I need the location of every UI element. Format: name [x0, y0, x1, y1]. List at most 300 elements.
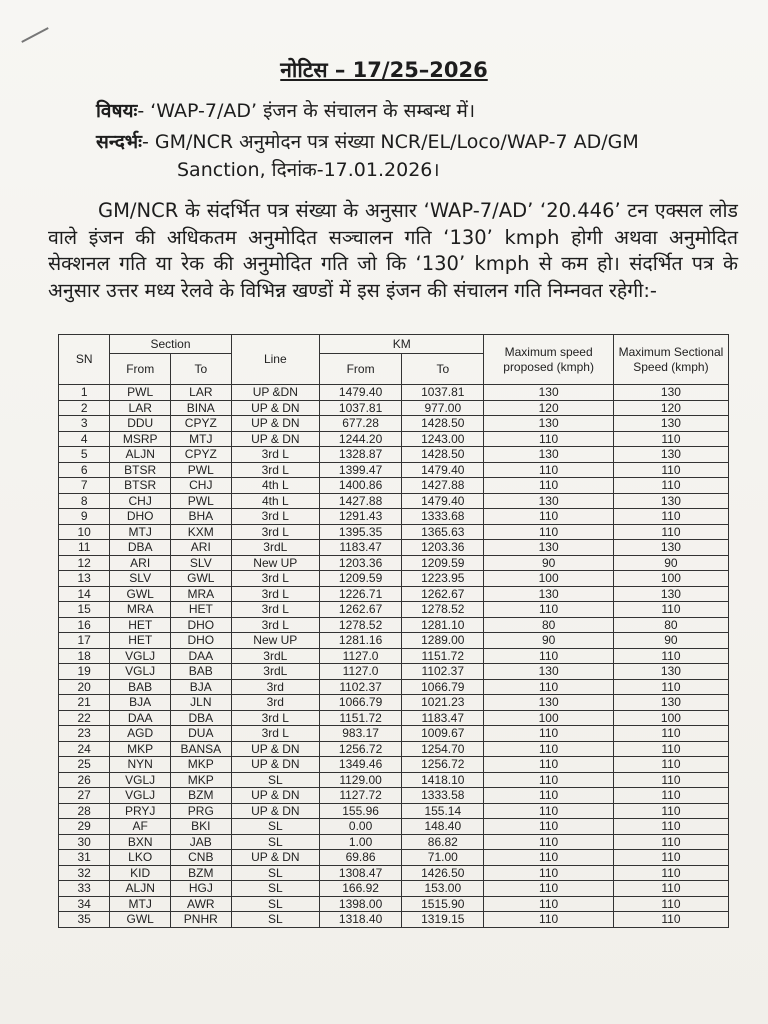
cell-line: 3rd L	[231, 602, 319, 618]
cell-max-sectional: 110	[613, 850, 728, 866]
cell-km-to: 1479.40	[402, 493, 484, 509]
table-row	[59, 648, 729, 664]
cell-max-sectional: 130	[613, 664, 728, 680]
cell-section-to: DUA	[171, 726, 232, 742]
cell-section-from: PWL	[110, 385, 171, 401]
table-row	[59, 509, 729, 525]
table-row	[59, 602, 729, 618]
cell-km-from: 983.17	[319, 726, 401, 742]
cell-km-from: 1400.86	[319, 478, 401, 494]
cell-max-speed: 110	[484, 803, 613, 819]
cell-line: UP & DN	[231, 850, 319, 866]
table-row	[59, 741, 729, 757]
cell-max-sectional: 130	[613, 540, 728, 556]
cell-section-to: CPYZ	[171, 447, 232, 463]
table-row	[59, 416, 729, 432]
cell-sn: 13	[59, 571, 110, 587]
cell-sn: 15	[59, 602, 110, 618]
table-row	[59, 850, 729, 866]
cell-sn: 24	[59, 741, 110, 757]
cell-max-sectional: 130	[613, 385, 728, 401]
cell-km-from: 1127.0	[319, 648, 401, 664]
header-section-to: To	[171, 354, 232, 385]
cell-line: New UP	[231, 555, 319, 571]
table-row	[59, 803, 729, 819]
cell-section-to: JLN	[171, 695, 232, 711]
cell-section-to: BINA	[171, 400, 232, 416]
cell-section-from: CHJ	[110, 493, 171, 509]
cell-km-to: 1426.50	[402, 865, 484, 881]
cell-sn: 20	[59, 679, 110, 695]
cell-max-speed: 130	[484, 540, 613, 556]
cell-section-to: MKP	[171, 772, 232, 788]
table-row	[59, 819, 729, 835]
cell-section-from: LKO	[110, 850, 171, 866]
cell-max-speed: 130	[484, 586, 613, 602]
table-row	[59, 555, 729, 571]
cell-section-to: DHO	[171, 617, 232, 633]
cell-km-to: 1515.90	[402, 896, 484, 912]
cell-line: 3rdL	[231, 664, 319, 680]
cell-km-from: 1244.20	[319, 431, 401, 447]
cell-sn: 29	[59, 819, 110, 835]
cell-sn: 27	[59, 788, 110, 804]
cell-max-sectional: 110	[613, 865, 728, 881]
cell-km-from: 677.28	[319, 416, 401, 432]
table-row	[59, 679, 729, 695]
cell-line: SL	[231, 834, 319, 850]
cell-km-from: 1256.72	[319, 741, 401, 757]
cell-section-from: HET	[110, 633, 171, 649]
cell-line: UP & DN	[231, 803, 319, 819]
cell-max-speed: 100	[484, 571, 613, 587]
cell-line: UP & DN	[231, 741, 319, 757]
cell-line: SL	[231, 896, 319, 912]
cell-sn: 22	[59, 710, 110, 726]
cell-line: UP & DN	[231, 431, 319, 447]
cell-km-from: 1151.72	[319, 710, 401, 726]
cell-max-sectional: 110	[613, 524, 728, 540]
cell-max-sectional: 130	[613, 447, 728, 463]
cell-max-speed: 110	[484, 478, 613, 494]
cell-section-from: AF	[110, 819, 171, 835]
cell-km-from: 1127.72	[319, 788, 401, 804]
cell-line: SL	[231, 912, 319, 928]
cell-section-from: BAB	[110, 679, 171, 695]
cell-max-speed: 110	[484, 726, 613, 742]
cell-sn: 31	[59, 850, 110, 866]
cell-km-to: 1223.95	[402, 571, 484, 587]
cell-sn: 1	[59, 385, 110, 401]
cell-km-from: 69.86	[319, 850, 401, 866]
cell-km-to: 153.00	[402, 881, 484, 897]
cell-km-to: 148.40	[402, 819, 484, 835]
cell-km-from: 1183.47	[319, 540, 401, 556]
cell-max-sectional: 110	[613, 788, 728, 804]
cell-max-sectional: 80	[613, 617, 728, 633]
cell-section-from: BTSR	[110, 478, 171, 494]
cell-km-from: 155.96	[319, 803, 401, 819]
cell-line: SL	[231, 772, 319, 788]
cell-section-from: MTJ	[110, 524, 171, 540]
cell-section-from: BTSR	[110, 462, 171, 478]
cell-max-speed: 110	[484, 431, 613, 447]
cell-sn: 34	[59, 896, 110, 912]
cell-section-to: DHO	[171, 633, 232, 649]
reference-line	[96, 128, 736, 156]
cell-sn: 26	[59, 772, 110, 788]
cell-max-sectional: 110	[613, 803, 728, 819]
cell-line: SL	[231, 865, 319, 881]
cell-km-to: 1037.81	[402, 385, 484, 401]
paragraph-text: GM/NCR के संदर्भित पत्र संख्या के अनुसार ‘WAP-7/AD’ ‘20.446’ टन एक्सल लोड वाले इंजन की अधिकतम अनुमोदित सञ्चालन गति ‘130’ kmph होगी अथवा अनुमोदित सेक्शनल गति या रेक की अनुमोदित गति जो कि ‘130’ kmph से कम हो। संदर्भित पत्र के अनुसार उत्तर मध्य रेलवे के विभिन्न खण्डों में इस इंजन की संचालन गति निम्नवत रहेगी:-	[48, 199, 738, 302]
table-row	[59, 664, 729, 680]
cell-line: UP & DN	[231, 757, 319, 773]
cell-section-from: LAR	[110, 400, 171, 416]
cell-max-sectional: 100	[613, 571, 728, 587]
cell-section-from: MTJ	[110, 896, 171, 912]
cell-max-speed: 110	[484, 648, 613, 664]
cell-sn: 10	[59, 524, 110, 540]
cell-km-from: 1328.87	[319, 447, 401, 463]
cell-km-to: 71.00	[402, 850, 484, 866]
cell-sn: 12	[59, 555, 110, 571]
cell-max-sectional: 130	[613, 695, 728, 711]
cell-km-to: 1479.40	[402, 462, 484, 478]
cell-max-speed: 100	[484, 710, 613, 726]
table-row	[59, 493, 729, 509]
cell-sn: 25	[59, 757, 110, 773]
cell-max-speed: 130	[484, 416, 613, 432]
cell-sn: 30	[59, 834, 110, 850]
cell-km-from: 1291.43	[319, 509, 401, 525]
table-row	[59, 788, 729, 804]
cell-sn: 4	[59, 431, 110, 447]
cell-line: 3rdL	[231, 648, 319, 664]
cell-line: 3rd L	[231, 524, 319, 540]
subject-text: - ‘WAP-7/AD’ इंजन के संचालन के सम्बन्ध में।	[137, 100, 476, 122]
cell-max-speed: 110	[484, 896, 613, 912]
cell-line: 3rd L	[231, 462, 319, 478]
cell-max-speed: 110	[484, 819, 613, 835]
cell-km-to: 1428.50	[402, 416, 484, 432]
cell-section-to: DBA	[171, 710, 232, 726]
cell-line: 3rd L	[231, 586, 319, 602]
cell-section-from: AGD	[110, 726, 171, 742]
cell-max-sectional: 110	[613, 741, 728, 757]
cell-section-to: MTJ	[171, 431, 232, 447]
header-km: KM	[319, 335, 483, 354]
table-row	[59, 757, 729, 773]
cell-km-to: 1209.59	[402, 555, 484, 571]
cell-section-to: BZM	[171, 865, 232, 881]
cell-section-to: CPYZ	[171, 416, 232, 432]
cell-sn: 17	[59, 633, 110, 649]
cell-sn: 23	[59, 726, 110, 742]
cell-max-speed: 110	[484, 912, 613, 928]
header-km-from: From	[319, 354, 401, 385]
cell-max-sectional: 100	[613, 710, 728, 726]
cell-max-sectional: 110	[613, 509, 728, 525]
cell-sn: 6	[59, 462, 110, 478]
cell-line: UP & DN	[231, 400, 319, 416]
cell-max-speed: 80	[484, 617, 613, 633]
cell-sn: 8	[59, 493, 110, 509]
header-line: Line	[231, 335, 319, 385]
cell-max-speed: 110	[484, 834, 613, 850]
cell-section-to: KXM	[171, 524, 232, 540]
cell-km-from: 1479.40	[319, 385, 401, 401]
cell-km-to: 1333.68	[402, 509, 484, 525]
notice-title: नोटिस – 17/25–2026	[280, 58, 488, 82]
cell-km-to: 977.00	[402, 400, 484, 416]
cell-section-from: DDU	[110, 416, 171, 432]
cell-sn: 5	[59, 447, 110, 463]
cell-sn: 14	[59, 586, 110, 602]
cell-km-from: 1226.71	[319, 586, 401, 602]
cell-km-from: 1127.0	[319, 664, 401, 680]
cell-max-sectional: 110	[613, 772, 728, 788]
cell-section-from: VGLJ	[110, 648, 171, 664]
cell-km-from: 1308.47	[319, 865, 401, 881]
cell-km-to: 1151.72	[402, 648, 484, 664]
table-row	[59, 710, 729, 726]
cell-max-sectional: 110	[613, 881, 728, 897]
cell-max-sectional: 110	[613, 912, 728, 928]
pen-stroke-mark	[21, 27, 48, 43]
cell-sn: 18	[59, 648, 110, 664]
table-row	[59, 478, 729, 494]
cell-section-to: PWL	[171, 462, 232, 478]
cell-km-from: 1318.40	[319, 912, 401, 928]
cell-km-from: 1203.36	[319, 555, 401, 571]
table-row	[59, 617, 729, 633]
cell-sn: 32	[59, 865, 110, 881]
cell-line: 3rd L	[231, 447, 319, 463]
cell-km-from: 0.00	[319, 819, 401, 835]
cell-km-from: 1037.81	[319, 400, 401, 416]
cell-max-speed: 110	[484, 850, 613, 866]
cell-line: 3rd	[231, 679, 319, 695]
cell-section-from: MSRP	[110, 431, 171, 447]
cell-section-from: MKP	[110, 741, 171, 757]
cell-km-to: 1319.15	[402, 912, 484, 928]
cell-section-to: MKP	[171, 757, 232, 773]
cell-km-to: 1262.67	[402, 586, 484, 602]
reference-text: - GM/NCR अनुमोदन पत्र संख्या NCR/EL/Loco/WAP-7 AD/GM	[142, 131, 639, 153]
cell-section-to: PWL	[171, 493, 232, 509]
cell-max-sectional: 130	[613, 586, 728, 602]
cell-section-to: AWR	[171, 896, 232, 912]
cell-section-from: BJA	[110, 695, 171, 711]
header-section-from: From	[110, 354, 171, 385]
cell-section-to: GWL	[171, 571, 232, 587]
notice-paragraph	[48, 198, 738, 304]
cell-section-to: BAB	[171, 664, 232, 680]
cell-section-to: BANSA	[171, 741, 232, 757]
header-sn: SN	[59, 335, 110, 385]
cell-max-speed: 90	[484, 633, 613, 649]
cell-km-from: 1.00	[319, 834, 401, 850]
cell-sn: 7	[59, 478, 110, 494]
cell-km-to: 86.82	[402, 834, 484, 850]
table-row	[59, 633, 729, 649]
cell-km-to: 1203.36	[402, 540, 484, 556]
cell-section-to: MRA	[171, 586, 232, 602]
cell-max-speed: 130	[484, 385, 613, 401]
cell-section-from: ALJN	[110, 881, 171, 897]
cell-max-sectional: 130	[613, 416, 728, 432]
subject-label: विषयः	[96, 100, 138, 122]
cell-section-to: LAR	[171, 385, 232, 401]
cell-km-to: 1427.88	[402, 478, 484, 494]
cell-max-speed: 110	[484, 881, 613, 897]
cell-km-to: 1254.70	[402, 741, 484, 757]
cell-sn: 3	[59, 416, 110, 432]
cell-km-from: 1427.88	[319, 493, 401, 509]
cell-section-to: ARI	[171, 540, 232, 556]
cell-line: SL	[231, 819, 319, 835]
cell-max-speed: 110	[484, 524, 613, 540]
cell-line: UP & DN	[231, 416, 319, 432]
cell-section-from: HET	[110, 617, 171, 633]
cell-line: 3rd L	[231, 726, 319, 742]
cell-km-to: 1281.10	[402, 617, 484, 633]
cell-section-to: BJA	[171, 679, 232, 695]
cell-section-to: CHJ	[171, 478, 232, 494]
cell-max-sectional: 110	[613, 648, 728, 664]
cell-line: 3rd L	[231, 571, 319, 587]
cell-max-sectional: 90	[613, 555, 728, 571]
cell-section-to: PNHR	[171, 912, 232, 928]
cell-max-sectional: 120	[613, 400, 728, 416]
table-row	[59, 896, 729, 912]
cell-max-sectional: 110	[613, 462, 728, 478]
cell-km-from: 1066.79	[319, 695, 401, 711]
cell-km-to: 1183.47	[402, 710, 484, 726]
cell-section-from: VGLJ	[110, 664, 171, 680]
cell-km-from: 1102.37	[319, 679, 401, 695]
cell-section-from: SLV	[110, 571, 171, 587]
cell-max-sectional: 110	[613, 819, 728, 835]
cell-max-sectional: 90	[613, 633, 728, 649]
cell-section-to: CNB	[171, 850, 232, 866]
table-row	[59, 695, 729, 711]
table-row	[59, 772, 729, 788]
cell-section-from: ARI	[110, 555, 171, 571]
cell-max-sectional: 110	[613, 431, 728, 447]
cell-section-to: JAB	[171, 834, 232, 850]
table-row	[59, 400, 729, 416]
cell-km-from: 166.92	[319, 881, 401, 897]
cell-line: New UP	[231, 633, 319, 649]
table-row	[59, 865, 729, 881]
subject-line	[96, 97, 736, 125]
cell-max-speed: 110	[484, 509, 613, 525]
cell-max-speed: 110	[484, 865, 613, 881]
cell-km-to: 1021.23	[402, 695, 484, 711]
cell-km-to: 155.14	[402, 803, 484, 819]
cell-max-speed: 110	[484, 462, 613, 478]
cell-section-from: KID	[110, 865, 171, 881]
cell-section-from: PRYJ	[110, 803, 171, 819]
cell-sn: 11	[59, 540, 110, 556]
cell-km-from: 1281.16	[319, 633, 401, 649]
table-row	[59, 540, 729, 556]
cell-km-from: 1209.59	[319, 571, 401, 587]
cell-km-to: 1428.50	[402, 447, 484, 463]
table-row	[59, 385, 729, 401]
cell-max-sectional: 110	[613, 679, 728, 695]
cell-max-sectional: 110	[613, 834, 728, 850]
cell-max-speed: 130	[484, 493, 613, 509]
cell-max-speed: 130	[484, 447, 613, 463]
cell-section-to: BZM	[171, 788, 232, 804]
cell-sn: 19	[59, 664, 110, 680]
cell-km-from: 1395.35	[319, 524, 401, 540]
cell-km-from: 1278.52	[319, 617, 401, 633]
cell-section-to: HET	[171, 602, 232, 618]
cell-line: 4th L	[231, 478, 319, 494]
cell-km-to: 1256.72	[402, 757, 484, 773]
cell-section-to: HGJ	[171, 881, 232, 897]
cell-section-from: DAA	[110, 710, 171, 726]
cell-km-from: 1262.67	[319, 602, 401, 618]
cell-section-from: MRA	[110, 602, 171, 618]
cell-sn: 16	[59, 617, 110, 633]
cell-section-to: SLV	[171, 555, 232, 571]
cell-km-from: 1349.46	[319, 757, 401, 773]
cell-line: UP & DN	[231, 788, 319, 804]
cell-section-from: DBA	[110, 540, 171, 556]
cell-line: 4th L	[231, 493, 319, 509]
cell-max-sectional: 110	[613, 478, 728, 494]
cell-max-speed: 90	[484, 555, 613, 571]
cell-max-sectional: 110	[613, 726, 728, 742]
cell-section-from: ALJN	[110, 447, 171, 463]
table-row	[59, 881, 729, 897]
cell-max-sectional: 110	[613, 602, 728, 618]
cell-km-to: 1066.79	[402, 679, 484, 695]
table-body	[59, 385, 729, 928]
cell-max-speed: 110	[484, 757, 613, 773]
table-row	[59, 431, 729, 447]
cell-km-to: 1009.67	[402, 726, 484, 742]
table-row	[59, 462, 729, 478]
table-row	[59, 834, 729, 850]
header-max-sectional: Maximum Sectional Speed (kmph)	[613, 335, 728, 385]
cell-section-from: BXN	[110, 834, 171, 850]
cell-km-to: 1365.63	[402, 524, 484, 540]
cell-max-speed: 110	[484, 772, 613, 788]
cell-max-speed: 130	[484, 664, 613, 680]
header-section: Section	[110, 335, 231, 354]
cell-km-to: 1418.10	[402, 772, 484, 788]
cell-line: 3rdL	[231, 540, 319, 556]
cell-sn: 33	[59, 881, 110, 897]
cell-km-to: 1278.52	[402, 602, 484, 618]
cell-section-from: NYN	[110, 757, 171, 773]
cell-max-sectional: 110	[613, 896, 728, 912]
cell-km-to: 1289.00	[402, 633, 484, 649]
cell-sn: 28	[59, 803, 110, 819]
cell-km-to: 1102.37	[402, 664, 484, 680]
cell-section-to: PRG	[171, 803, 232, 819]
cell-line: 3rd L	[231, 509, 319, 525]
cell-section-from: GWL	[110, 586, 171, 602]
cell-sn: 35	[59, 912, 110, 928]
table-row	[59, 726, 729, 742]
